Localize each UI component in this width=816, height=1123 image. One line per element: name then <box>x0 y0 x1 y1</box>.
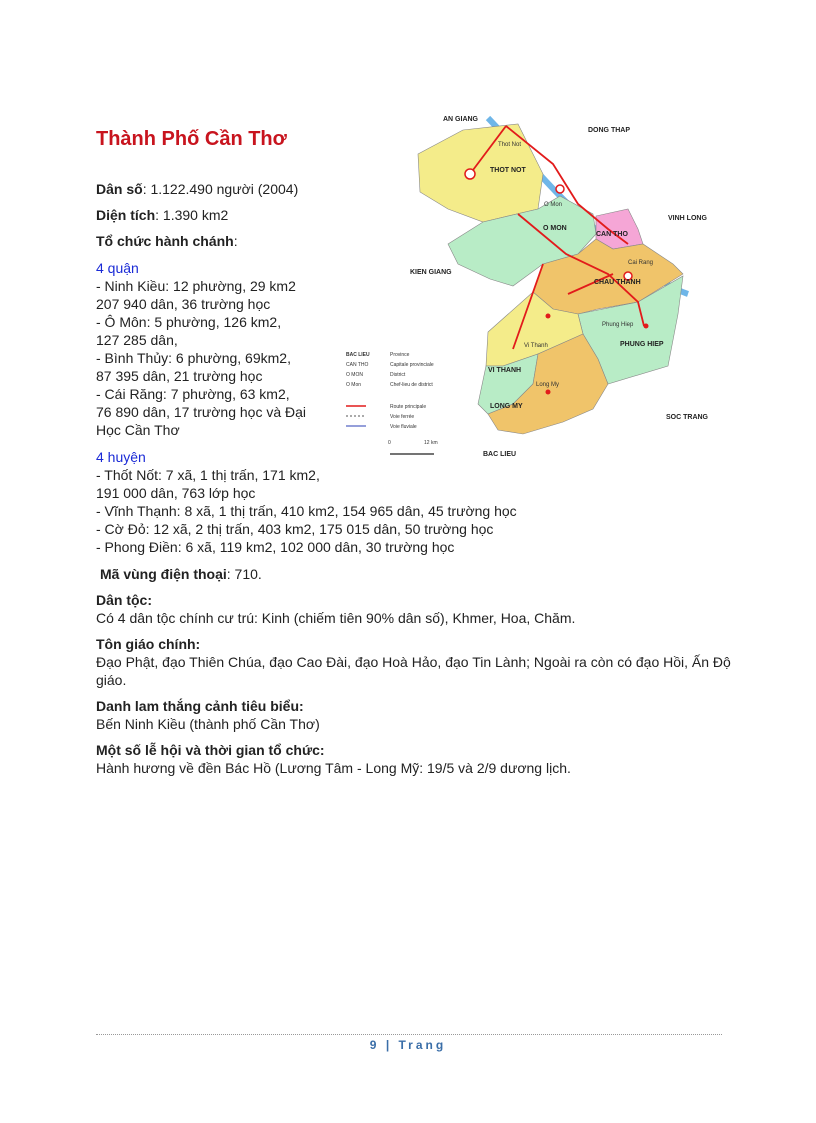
scale-start: 0 <box>388 440 391 446</box>
admin-line <box>96 232 238 250</box>
map-label-an-giang: AN GIANG <box>443 116 478 123</box>
religion-text: Đạo Phật, đạo Thiên Chúa, đạo Cao Đài, đạo Hoà Hảo, đạo Tin Lành; Ngoài ra còn có đạo Hồi, Ấn Độ giáo. <box>96 654 731 688</box>
admin-label: Tổ chức hành chánh <box>96 233 234 249</box>
town-dot <box>546 314 551 319</box>
map-town-phung-hiep: Phung Hiep <box>602 322 634 328</box>
religion-heading: Tôn giáo chính: <box>96 636 201 652</box>
map-region-vi-thanh: VI THANH <box>488 367 522 374</box>
legend-district-town: O Mon <box>346 382 362 388</box>
legend-district-town-desc: Chef-lieu de district <box>390 382 433 388</box>
page-number: 9 <box>369 1038 380 1052</box>
districts-heading: 4 quận <box>96 260 139 276</box>
map-town-o-mon: O Mon <box>544 202 563 208</box>
county-line: 191 000 dân, 763 lớp học <box>96 485 256 501</box>
area-label: Diện tích <box>96 207 156 223</box>
district-line: - Ninh Kiều: 12 phường, 29 km2 <box>96 278 296 294</box>
route-marker <box>465 169 475 179</box>
district-line: 207 940 dân, 36 trường học <box>96 296 271 312</box>
landmark-heading: Danh lam thắng cảnh tiêu biểu: <box>96 698 304 714</box>
legend-district-desc: District <box>390 372 406 378</box>
county-line: - Cờ Đỏ: 12 xã, 2 thị trấn, 403 km2, 175 015 dân, 50 trường học <box>96 521 494 537</box>
legend-province: BAC LIEU <box>346 352 370 358</box>
area-value: : 1.390 km2 <box>155 207 229 223</box>
map-region-o-mon: O MON <box>543 225 567 232</box>
legend-province-desc: Province <box>390 352 410 358</box>
map-label-soc-trang: SOC TRANG <box>666 414 708 421</box>
district-line: - Bình Thủy: 6 phường, 69km2, <box>96 350 291 366</box>
ethnic-text: Có 4 dân tộc chính cư trú: Kinh (chiếm tiên 90% dân số), Khmer, Hoa, Chăm. <box>96 610 576 626</box>
map-label-vinh-long: VINH LONG <box>668 215 707 222</box>
map-label-bac-lieu: BAC LIEU <box>483 451 517 458</box>
map-town-thot-not: Thot Not <box>498 142 522 148</box>
area-code-label: Mã vùng điện thoại <box>100 566 227 582</box>
map-label-dong-thap: DONG THAP <box>588 127 630 134</box>
landmark-text: Bến Ninh Kiều (thành phố Cần Thơ) <box>96 716 320 732</box>
ethnic-heading: Dân tộc: <box>96 592 152 608</box>
province-map <box>338 104 728 464</box>
map-town-long-my: Long My <box>536 382 560 388</box>
county-line: - Vĩnh Thạnh: 8 xã, 1 thị trấn, 410 km2, 154 965 dân, 45 trường học <box>96 503 517 519</box>
county-line: - Phong Điền: 6 xã, 119 km2, 102 000 dân, 30 trường học <box>96 539 455 555</box>
population-line <box>96 180 298 198</box>
map-region-chau-thanh: CHAU THANH <box>594 279 641 286</box>
population-label: Dân số <box>96 181 143 197</box>
map-region-can-tho: CAN THO <box>596 231 628 238</box>
page-title: Thành Phố Cần Thơ <box>96 128 287 150</box>
district-line: Học Cần Thơ <box>96 422 180 438</box>
footer-word: Trang <box>398 1038 447 1052</box>
festival-text: Hành hương về đền Bác Hồ (Lương Tâm - Long Mỹ: 19/5 và 2/9 dương lịch. <box>96 760 571 776</box>
map-svg <box>338 104 728 464</box>
legend-river-desc: Voie fluviale <box>390 424 417 430</box>
counties-heading: 4 huyện <box>96 449 146 465</box>
population-value: : 1.122.490 người (2004) <box>142 181 299 197</box>
festival-heading: Một số lễ hội và thời gian tổ chức: <box>96 742 325 758</box>
area-code-value: : 710. <box>226 566 262 582</box>
district-line: - Cái Răng: 7 phường, 63 km2, <box>96 386 290 402</box>
footer-separator: | <box>379 1038 399 1052</box>
scale-end: 12 km <box>424 440 438 446</box>
admin-suffix: : <box>233 233 238 249</box>
town-dot <box>644 324 649 329</box>
legend-rail-desc: Voie ferrée <box>390 414 415 420</box>
map-town-vi-thanh: Vi Thanh <box>524 343 548 349</box>
map-town-cai-rang: Cai Rang <box>628 260 654 266</box>
legend-district: O MON <box>346 372 363 378</box>
district-line: - Ô Môn: 5 phường, 126 km2, <box>96 314 282 330</box>
area-line <box>96 206 228 224</box>
page-footer <box>0 1038 816 1052</box>
district-line: 87 395 dân, 21 trường học <box>96 368 263 384</box>
map-legend <box>346 352 438 454</box>
footer-rule <box>96 1034 722 1035</box>
legend-capital: CAN THO <box>346 362 369 368</box>
county-line: - Thốt Nốt: 7 xã, 1 thị trấn, 171 km2, <box>96 467 320 483</box>
route-marker <box>556 185 564 193</box>
district-line: 76 890 dân, 17 trường học và Đại <box>96 404 307 420</box>
map-region-thot-not: THOT NOT <box>490 167 526 174</box>
district-line: 127 285 dân, <box>96 332 178 348</box>
legend-capital-desc: Capitale provinciale <box>390 362 434 368</box>
map-region-long-my: LONG MY <box>490 403 523 410</box>
map-region-phung-hiep: PHUNG HIEP <box>620 341 664 348</box>
map-label-kien-giang: KIEN GIANG <box>410 269 452 276</box>
town-dot <box>546 390 551 395</box>
legend-route-desc: Route principale <box>390 404 427 410</box>
area-code-line <box>100 565 262 583</box>
